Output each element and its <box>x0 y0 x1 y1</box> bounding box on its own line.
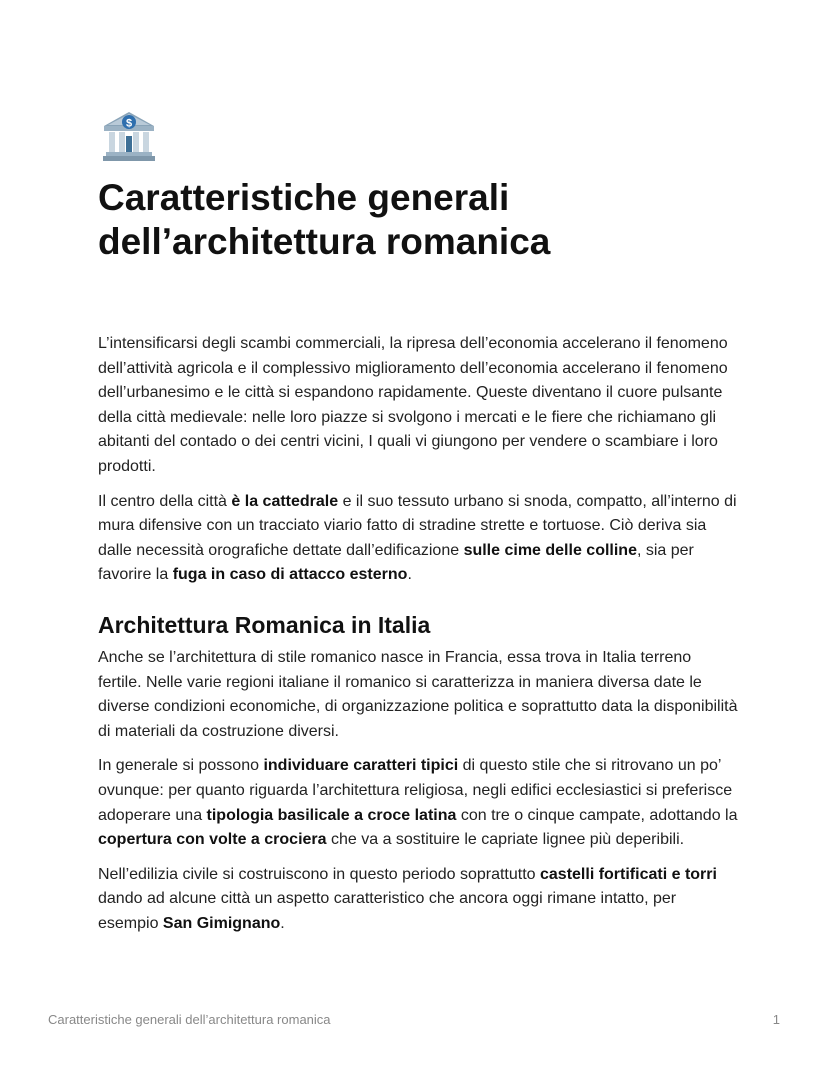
paragraph-edilizia-civile: Nell’edilizia civile si costruiscono in questo periodo soprattutto castelli fortificati e torri dando ad alcune città un aspetto caratteristico che ancora oggi rimane intatto, per esempio San Gimignano. <box>98 865 717 932</box>
paragraph-intro: L’intensificarsi degli scambi commerciali, la ripresa dell’economia accelerano il fenomeno dell’attività agricola e il complessivo miglioramento dell’economia accelerano il fenomeno dell’urbanesimo e le città si espandono rapidamente. Queste diventano il cuore pulsante della città medievale: nelle loro piazze si svolgono i mercati e le fiere che richiamano gli abitanti del contado o dei centri vicini, I quali vi giungono per vendere o scambiare i loro prodotti. <box>98 335 728 475</box>
title-line-2: dell’architettura romanica <box>98 221 551 262</box>
document-body <box>98 332 738 946</box>
paragraph-cattedrale: Il centro della città è la cattedrale e il suo tessuto urbano si snoda, compatto, all’interno di mura difensive con un tracciato viario fatto di stradine strette e tortuose. Ciò deriva sia dalle necessità orografiche dettate dall’edificazione sulle cime delle colline, sia per favorire la fuga in caso di attacco esterno. <box>98 492 737 584</box>
paragraph-caratteri: In generale si possono individuare caratteri tipici di questo stile che si ritrovano un po’ ovunque: per quanto riguarda l’architettura religiosa, negli edifici ecclesiastici si preferisce adoperare una tipologia basilicale a croce latina con tre o cinque campate, adottando la copertura con volte a crociera che va a sostituire le capriate lignee più deperibili. <box>98 757 738 849</box>
section-heading: Architettura Romanica in Italia <box>98 611 431 638</box>
footer-title: Caratteristiche generali dell’architettura romanica <box>48 1012 331 1027</box>
title-line-1: Caratteristiche generali <box>98 177 510 218</box>
page-number: 1 <box>772 1012 780 1027</box>
svg-text:$: $ <box>125 117 133 130</box>
paragraph-italia: Anche se l’architettura di stile romanico nasce in Francia, essa trova in Italia terreno fertile. Nelle varie regioni italiane il romanico si caratterizza in maniera diversa date le diverse condizioni economiche, di organizzazione politica e soprattutto data la disponibilità di materiali da costruzione diversi. <box>98 648 738 740</box>
page-title <box>98 176 738 264</box>
bank-icon <box>100 106 158 164</box>
